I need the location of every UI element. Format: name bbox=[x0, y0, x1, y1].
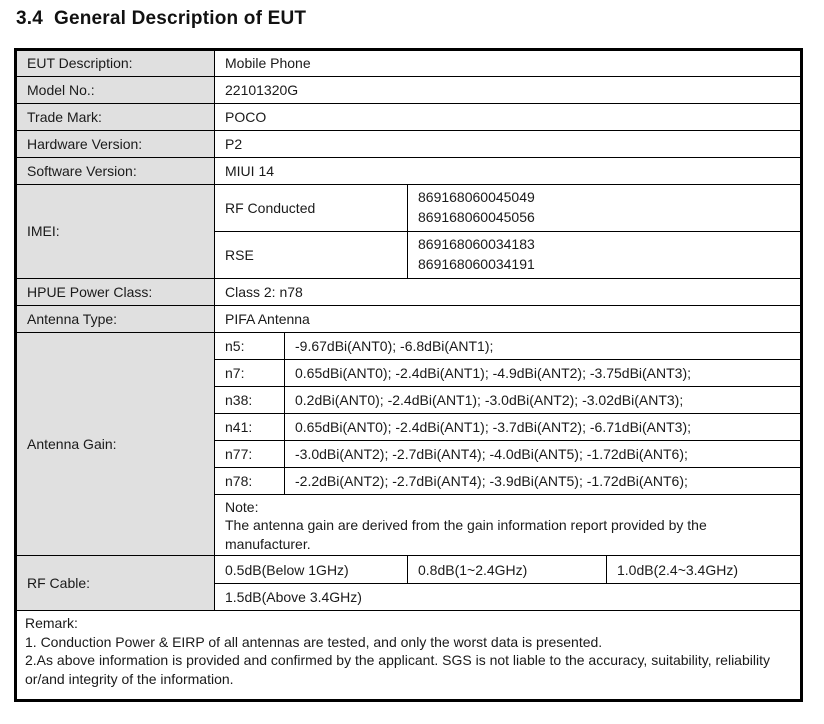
trade-mark-label: Trade Mark: bbox=[16, 104, 215, 131]
software-version-label: Software Version: bbox=[16, 158, 215, 185]
imei-rf-conducted-label: RF Conducted bbox=[215, 185, 408, 232]
rf-cable-above-3p4ghz: 1.5dB(Above 3.4GHz) bbox=[215, 584, 802, 611]
remark-cell bbox=[16, 611, 802, 701]
table-row-band-n5 bbox=[16, 333, 802, 360]
antenna-type-value: PIFA Antenna bbox=[215, 306, 802, 333]
imei-label: IMEI: bbox=[16, 185, 215, 279]
table-row-imei-rf-conducted bbox=[16, 185, 802, 232]
band-label: n41: bbox=[215, 414, 285, 441]
remark-line-1: 1. Conduction Power & EIRP of all antennas are tested, and only the worst data is presented. bbox=[25, 633, 603, 650]
hpue-power-class-value: Class 2: n78 bbox=[215, 279, 802, 306]
table-row-rf-cable-1 bbox=[16, 556, 802, 584]
model-no-label: Model No.: bbox=[16, 77, 215, 104]
imei-value: 869168060045049 bbox=[418, 189, 535, 206]
rf-cable-below-1ghz: 0.5dB(Below 1GHz) bbox=[215, 556, 408, 584]
band-label: n5: bbox=[215, 333, 285, 360]
band-label: n7: bbox=[215, 360, 285, 387]
remark-line-2: 2.As above information is provided and confirmed by the applicant. SGS is not liable to the accuracy, suitability, reliability or/and integrity of the information. bbox=[25, 652, 770, 687]
band-label: n78: bbox=[215, 468, 285, 495]
page-title: 3.4 General Description of EUT bbox=[16, 8, 307, 29]
band-gains: 0.65dBi(ANT0); -2.4dBi(ANT1); -3.7dBi(ANT2); -6.71dBi(ANT3); bbox=[285, 414, 802, 441]
table-row bbox=[16, 279, 802, 306]
imei-rse-values bbox=[408, 232, 802, 279]
table-row bbox=[16, 158, 802, 185]
band-gains: -3.0dBi(ANT2); -2.7dBi(ANT4); -4.0dBi(ANT5); -1.72dBi(ANT6); bbox=[285, 441, 802, 468]
table-row bbox=[16, 77, 802, 104]
band-label: n38: bbox=[215, 387, 285, 414]
eut-description-label: EUT Description: bbox=[16, 50, 215, 77]
hardware-version-value: P2 bbox=[215, 131, 802, 158]
remark-title: Remark: bbox=[25, 615, 78, 632]
rf-cable-2p4-3p4ghz: 1.0dB(2.4~3.4GHz) bbox=[607, 556, 802, 584]
table-row bbox=[16, 50, 802, 77]
antenna-type-label: Antenna Type: bbox=[16, 306, 215, 333]
antenna-gain-note bbox=[215, 495, 802, 556]
table-row-remark bbox=[16, 611, 802, 701]
band-gains: 0.2dBi(ANT0); -2.4dBi(ANT1); -3.0dBi(ANT2); -3.02dBi(ANT3); bbox=[285, 387, 802, 414]
note-body: The antenna gain are derived from the gain information report provided by the manufacturer. bbox=[225, 517, 707, 552]
rf-cable-1-2p4ghz: 0.8dB(1~2.4GHz) bbox=[408, 556, 607, 584]
trade-mark-value: POCO bbox=[215, 104, 802, 131]
eut-description-value: Mobile Phone bbox=[215, 50, 802, 77]
imei-value: 869168060034191 bbox=[418, 256, 535, 272]
band-gains: 0.65dBi(ANT0); -2.4dBi(ANT1); -4.9dBi(ANT2); -3.75dBi(ANT3); bbox=[285, 360, 802, 387]
note-title: Note: bbox=[225, 499, 259, 515]
imei-value: 869168060034183 bbox=[418, 236, 535, 253]
imei-value: 869168060045056 bbox=[418, 209, 535, 225]
rf-cable-label: RF Cable: bbox=[16, 556, 215, 611]
hardware-version-label: Hardware Version: bbox=[16, 131, 215, 158]
band-label: n77: bbox=[215, 441, 285, 468]
antenna-gain-label: Antenna Gain: bbox=[16, 333, 215, 556]
eut-description-table bbox=[14, 48, 803, 702]
software-version-value: MIUI 14 bbox=[215, 158, 802, 185]
imei-rse-label: RSE bbox=[215, 232, 408, 279]
table-row bbox=[16, 306, 802, 333]
table-row bbox=[16, 131, 802, 158]
hpue-power-class-label: HPUE Power Class: bbox=[16, 279, 215, 306]
band-gains: -9.67dBi(ANT0); -6.8dBi(ANT1); bbox=[285, 333, 802, 360]
band-gains: -2.2dBi(ANT2); -2.7dBi(ANT4); -3.9dBi(ANT5); -1.72dBi(ANT6); bbox=[285, 468, 802, 495]
table-row bbox=[16, 104, 802, 131]
imei-rf-conducted-values bbox=[408, 185, 802, 232]
model-no-value: 22101320G bbox=[215, 77, 802, 104]
